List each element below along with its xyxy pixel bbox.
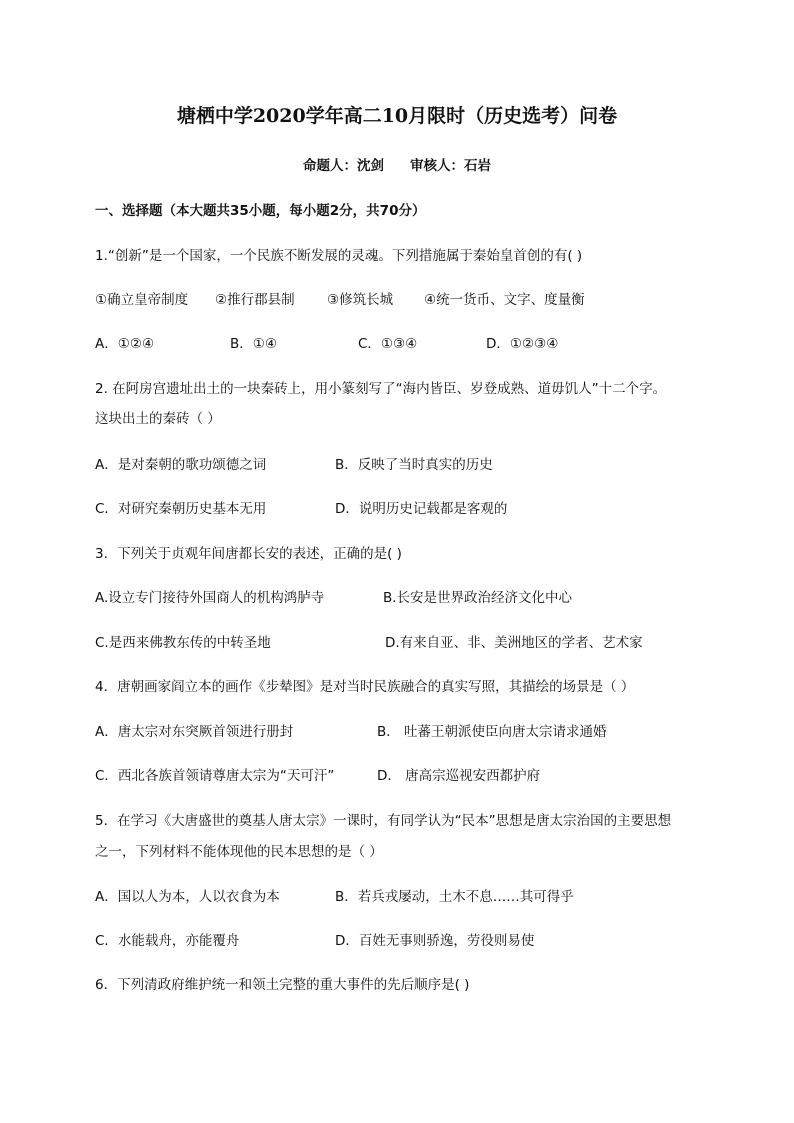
- section-heading: 一、选择题（本大题共35小题，每小题2分，共70分）: [95, 203, 426, 219]
- setter-label: 命题人：沈剑: [303, 158, 384, 174]
- q5-option-c: C．水能载舟，亦能覆舟: [95, 933, 240, 949]
- q1-item-2: ②推行郡县制: [215, 292, 295, 308]
- q2-option-a: A．是对秦朝的歌功颂德之词: [95, 457, 267, 473]
- question-6-stem: 6．下列清政府维护统一和领土完整的重大事件的先后顺序是( ): [95, 977, 470, 993]
- q3-option-a: A.设立专门接待外国商人的机构鸿胪寺: [95, 590, 325, 606]
- q1-option-b: B．①④: [230, 336, 277, 352]
- question-5-options-row2: [95, 931, 715, 951]
- reviewer-label: 审核人：石岩: [410, 158, 491, 174]
- q5-option-a: A．国以人为本，人以衣食为本: [95, 889, 280, 905]
- q3-option-c: C.是西来佛教东传的中转圣地: [95, 635, 271, 651]
- question-5-stem-cont: 之一，下列材料不能体现他的民本思想的是（ ）: [95, 844, 383, 860]
- q1-option-d: D．①②③④: [486, 336, 559, 352]
- question-2-options-row2: [95, 499, 695, 519]
- question-1-items: [95, 290, 695, 310]
- q4-option-c: C．西北各族首领请尊唐太宗为“天可汗”: [95, 768, 335, 784]
- question-4-stem: 4．唐朝画家阎立本的画作《步辇图》是对当时民族融合的真实写照，其描绘的场景是（ ）: [95, 679, 635, 695]
- q1-item-1: ①确立皇帝制度: [95, 292, 189, 308]
- q4-option-b: B． 吐蕃王朝派使臣向唐太宗请求通婚: [377, 724, 607, 740]
- q2-option-c: C．对研究秦朝历史基本无用: [95, 501, 267, 517]
- q3-option-b: B.长安是世界政治经济文化中心: [383, 590, 573, 606]
- question-4-options-row2: [95, 766, 715, 786]
- q1-item-4: ④统一货币、文字、度量衡: [424, 292, 585, 308]
- q5-option-b: B．若兵戎屡动，土木不息……其可得乎: [335, 889, 574, 905]
- question-5-options-row1: [95, 887, 715, 907]
- q4-option-a: A．唐太宗对东突厥首领进行册封: [95, 724, 294, 740]
- page-title: 塘栖中学2020学年高二10月限时（历史选考）问卷: [176, 105, 618, 127]
- question-3-stem: 3．下列关于贞观年间唐都长安的表述，正确的是( ): [95, 546, 402, 562]
- question-2-stem-cont: 这块出土的秦砖（ ）: [95, 411, 221, 427]
- q1-item-3: ③修筑长城: [327, 292, 394, 308]
- authors-line: [0, 154, 794, 174]
- question-4-options-row1: [95, 722, 715, 742]
- q4-option-d: D． 唐高宗巡视安西都护府: [377, 768, 541, 784]
- q5-option-d: D．百姓无事则骄逸，劳役则易使: [335, 933, 535, 949]
- question-2-stem: 2. 在阿房宫遗址出土的一块秦砖上，用小篆刻写了“海内皆臣、岁登成熟、道毋饥人”十二个字。: [95, 381, 667, 397]
- question-1-stem: 1.“创新”是一个国家，一个民族不断发展的灵魂。下列措施属于秦始皇首创的有( ): [95, 248, 583, 264]
- question-3-options-row1: [95, 588, 715, 608]
- question-3-options-row2: [95, 633, 715, 653]
- q1-option-c: C．①③④: [358, 336, 418, 352]
- q3-option-d: D.有来自亚、非、美洲地区的学者、艺术家: [385, 635, 643, 651]
- question-1-options: [95, 334, 695, 354]
- question-2-options-row1: [95, 455, 695, 475]
- question-5-stem: 5．在学习《大唐盛世的奠基人唐太宗》一课时，有同学认为“民本”思想是唐太宗治国的主要思想: [95, 813, 672, 829]
- q2-option-b: B．反映了当时真实的历史: [335, 457, 493, 473]
- q1-option-a: A．①②④: [95, 336, 155, 352]
- q2-option-d: D．说明历史记载都是客观的: [335, 501, 508, 517]
